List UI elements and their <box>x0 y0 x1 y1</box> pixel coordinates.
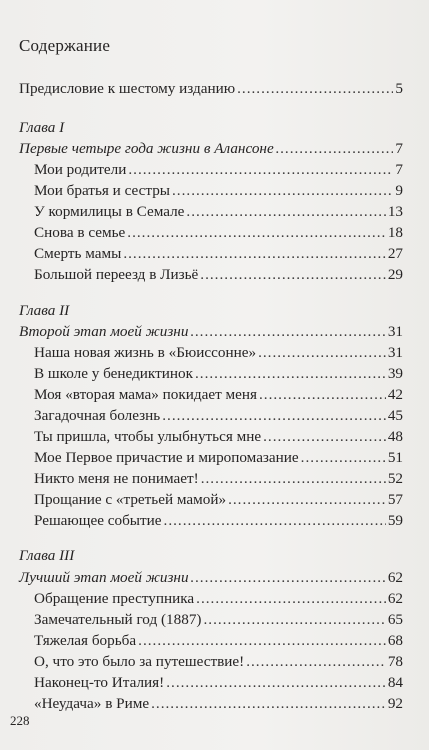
dot-leader <box>162 406 386 426</box>
toc-entry <box>34 202 403 222</box>
chapter-heading-3: Глава III <box>19 547 75 564</box>
dot-leader <box>128 160 393 180</box>
chapter-heading-1: Глава I <box>19 119 65 136</box>
toc-entry-preface <box>19 79 403 99</box>
toc-entry <box>34 265 403 285</box>
toc-entry-label: Загадочная болезнь <box>34 407 161 424</box>
toc-entry <box>34 511 403 531</box>
chapter-title-1 <box>19 139 403 159</box>
dot-leader <box>172 181 393 201</box>
toc-entry-page: 51 <box>387 449 403 466</box>
toc-entry-label: Ты пришла, чтобы улыбнуться мне <box>34 428 262 445</box>
toc-entry <box>34 448 403 468</box>
toc-entry-label: Обращение преступника <box>34 590 195 607</box>
toc-entry <box>34 589 403 609</box>
toc-entry-label: У кормилицы в Семале <box>34 203 185 220</box>
toc-entry-label: «Неудача» в Риме <box>34 695 150 712</box>
dot-leader <box>186 202 385 222</box>
toc-entry-page: 57 <box>387 491 403 508</box>
toc-entry <box>34 673 403 693</box>
toc-entry <box>34 427 403 447</box>
dot-leader <box>263 427 386 447</box>
dot-leader <box>196 589 386 609</box>
toc-entry <box>34 160 403 180</box>
toc-entry-page: 31 <box>387 323 403 340</box>
toc-entry-page: 45 <box>387 407 403 424</box>
toc-entry-page: 18 <box>387 224 403 241</box>
toc-entry-label: Первые четыре года жизни в Алансоне <box>19 140 274 157</box>
dot-leader <box>258 343 386 363</box>
chapter-title-3 <box>19 568 403 588</box>
toc-entry-page: 29 <box>387 266 403 283</box>
toc-entry <box>34 694 403 714</box>
toc-entry-label: Прощание с «третьей мамой» <box>34 491 227 508</box>
toc-entry-label: Моя «вторая мама» покидает меня <box>34 386 257 403</box>
toc-entry-page: 27 <box>387 245 403 262</box>
toc-entry-page: 78 <box>387 653 403 670</box>
dot-leader <box>200 265 386 285</box>
toc-entry-label: Наша новая жизнь в «Бюиссонне» <box>34 344 257 361</box>
chapter-title-2 <box>19 322 403 342</box>
toc-entry-page: 84 <box>387 674 403 691</box>
toc-entry <box>34 631 403 651</box>
toc-entry-page: 52 <box>387 470 403 487</box>
toc-entry-page: 7 <box>395 161 403 178</box>
toc-entry-page: 59 <box>387 512 403 529</box>
toc-entry-page: 7 <box>395 140 403 157</box>
toc-entry <box>34 490 403 510</box>
toc-entry-page: 62 <box>387 590 403 607</box>
toc-entry-page: 42 <box>387 386 403 403</box>
toc-entry <box>34 469 403 489</box>
dot-leader <box>190 322 385 342</box>
dot-leader <box>127 223 386 243</box>
page-title: Содержание <box>19 36 111 55</box>
toc-entry-page: 62 <box>387 569 403 586</box>
toc-entry-label: Никто меня не понимает! <box>34 470 199 487</box>
toc-entry-page: 13 <box>387 203 403 220</box>
toc-entry-page: 5 <box>395 80 403 97</box>
dot-leader <box>201 469 386 489</box>
dot-leader <box>164 511 386 531</box>
toc-entry-page: 31 <box>387 344 403 361</box>
toc-entry-page: 48 <box>387 428 403 445</box>
toc-entry-label: Тяжелая борьба <box>34 632 137 649</box>
dot-leader <box>138 631 386 651</box>
dot-leader <box>276 139 394 159</box>
toc-entry-page: 68 <box>387 632 403 649</box>
toc-entry-label: Смерть мамы <box>34 245 122 262</box>
toc-entry-label: Мое Первое причастие и миропомазание <box>34 449 299 466</box>
toc-entry-label: Мои братья и сестры <box>34 182 170 199</box>
dot-leader <box>203 610 385 630</box>
toc-entry <box>34 181 403 201</box>
toc-entry-label: Предисловие к шестому изданию <box>19 80 236 97</box>
toc-entry-label: Наконец-то Италия! <box>34 674 165 691</box>
toc-entry <box>34 244 403 264</box>
dot-leader <box>237 79 393 99</box>
toc-entry-page: 65 <box>387 611 403 628</box>
toc-entry-label: Снова в семье <box>34 224 126 241</box>
toc-entry-page: 92 <box>387 695 403 712</box>
toc-entry-label: О, что это было за путешествие! <box>34 653 245 670</box>
dot-leader <box>228 490 386 510</box>
toc-entry <box>34 343 403 363</box>
dot-leader <box>166 673 386 693</box>
dot-leader <box>151 694 386 714</box>
toc-entry-label: Мои родители <box>34 161 127 178</box>
toc-entry-label: Большой переезд в Лизьё <box>34 266 199 283</box>
toc-entry-label: Лучший этап моей жизни <box>19 569 189 586</box>
page-number: 228 <box>10 713 30 728</box>
toc-entry <box>34 385 403 405</box>
toc-entry-label: Замечательный год (1887) <box>34 611 202 628</box>
toc-entry <box>34 223 403 243</box>
dot-leader <box>259 385 386 405</box>
toc-entry-label: В школе у бенедиктинок <box>34 365 193 382</box>
toc-entry-label: Решающее событие <box>34 512 162 529</box>
toc-entry-page: 9 <box>395 182 403 199</box>
toc-entry <box>34 406 403 426</box>
toc-entry-label: Второй этап моей жизни <box>19 323 189 340</box>
toc-entry <box>34 652 403 672</box>
dot-leader <box>195 364 386 384</box>
dot-leader <box>301 448 386 468</box>
toc-entry-page: 39 <box>387 365 403 382</box>
dot-leader <box>123 244 386 264</box>
dot-leader <box>191 568 386 588</box>
dot-leader <box>246 652 386 672</box>
chapter-heading-2: Глава II <box>19 302 70 319</box>
toc-entry <box>34 610 403 630</box>
toc-entry <box>34 364 403 384</box>
